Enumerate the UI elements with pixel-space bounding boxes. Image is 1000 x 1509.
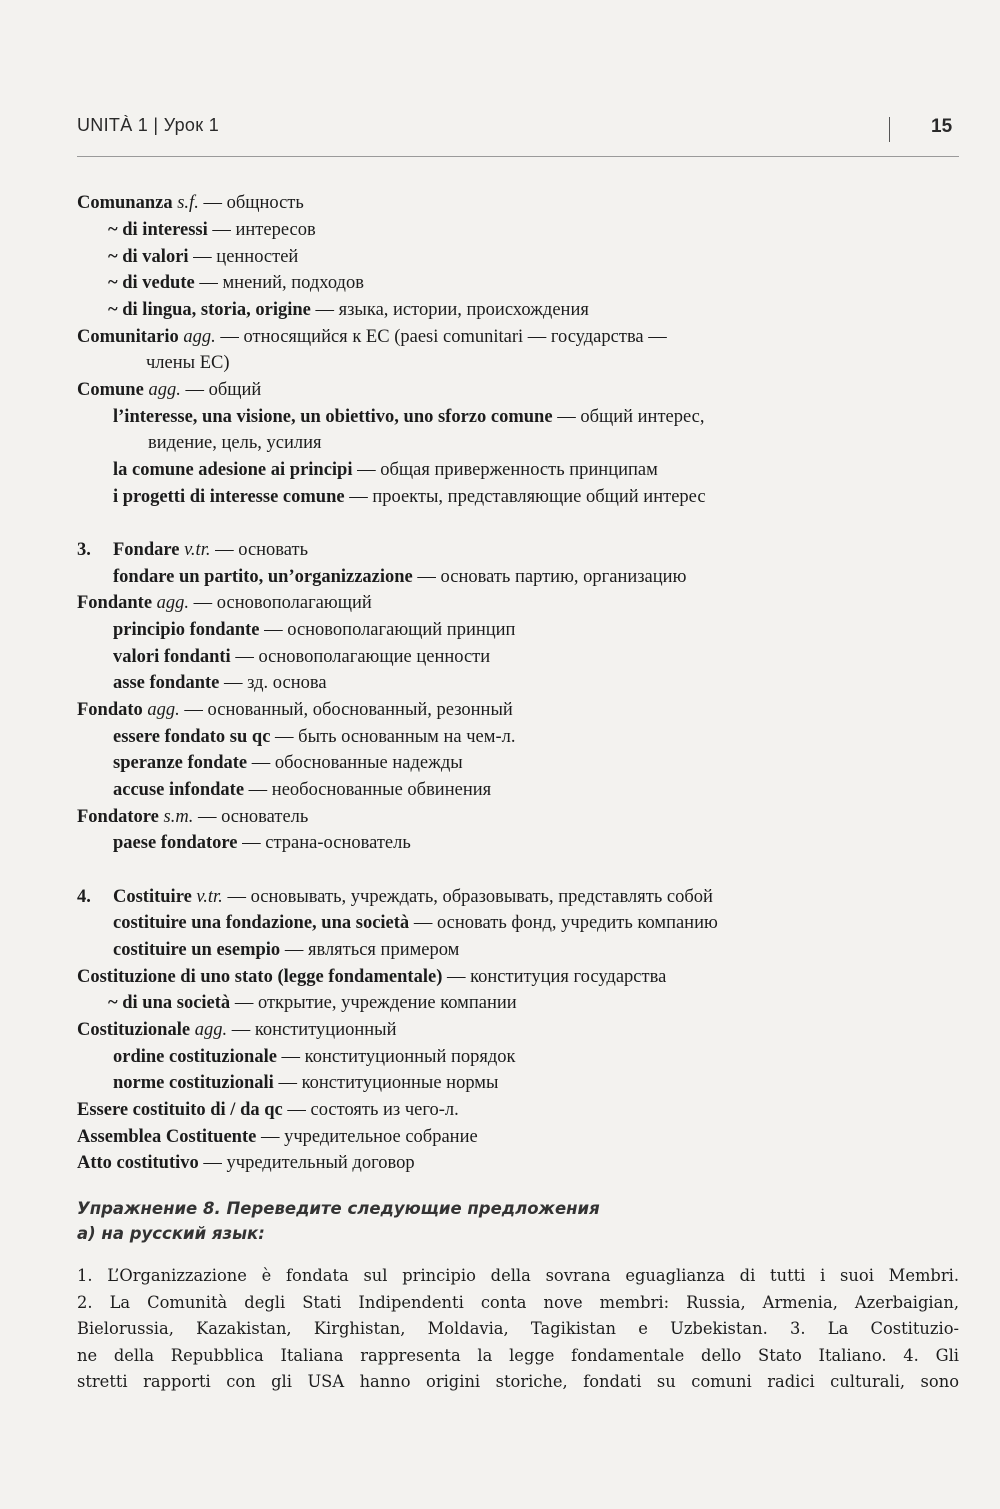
entry-headword <box>77 966 666 988</box>
entry-sub <box>113 646 490 668</box>
grammar: agg. <box>194 1020 228 1040</box>
term: Fondare <box>113 540 180 560</box>
term: principio fondante <box>113 620 260 640</box>
term: Costituzionale <box>77 1020 191 1040</box>
entry-sub <box>113 779 491 801</box>
entry-sub <box>113 486 706 508</box>
term: Fondante <box>77 593 153 613</box>
definition: — необоснованные обвинения <box>244 780 492 800</box>
term: ~ di interessi <box>108 220 208 240</box>
definition: — конституционные нормы <box>273 1073 499 1093</box>
grammar: s.f. <box>177 193 199 213</box>
grammar: agg. <box>148 380 181 400</box>
entry-headword <box>77 1152 415 1174</box>
exercise-line: 1. L’Organizzazione è fondata sul principio della sovrana eguaglianza di tutti i suoi Membri. <box>77 1266 959 1285</box>
entry-headword-numbered <box>77 886 713 908</box>
entry-headword <box>77 592 372 614</box>
entry-sub <box>113 619 515 641</box>
definition: — быть основанным на чем-л. <box>270 727 516 747</box>
exercise-line: ne della Repubblica Italiana rappresenta la legge fondamentale dello Stato Italiano. 4. Gli <box>77 1345 959 1365</box>
exercise-line: Bielorussia, Kazakistan, Kirghistan, Moldavia, Tagikistan e Uzbekistan. 3. La Costituzio- <box>77 1319 959 1338</box>
definition: — основополагающие ценности <box>230 647 491 667</box>
definition: — обоснованные надежды <box>247 753 463 773</box>
entry-headword <box>77 1019 396 1041</box>
entry-headword <box>77 326 667 348</box>
term: ~ di lingua, storia, origine <box>108 300 311 320</box>
entry-sub <box>113 752 463 774</box>
term: paese fondatore <box>113 833 238 853</box>
term: fondare un partito, un’organizzazione <box>113 567 413 587</box>
entry-continuation <box>146 352 230 374</box>
definition: — языка, истории, происхождения <box>310 300 589 320</box>
definition: — основатель <box>193 807 309 827</box>
definition: — конституция государства <box>442 967 667 987</box>
grammar: v.tr. <box>196 887 223 907</box>
entry-headword <box>77 379 261 401</box>
term: i progetti di interesse comune <box>113 487 345 507</box>
entry-sub <box>113 459 658 481</box>
entry-sub <box>108 992 517 1014</box>
entry-headword-numbered <box>77 539 308 561</box>
definition: — общий интерес, <box>552 407 705 427</box>
entry-sub <box>113 406 705 428</box>
header-rule <box>77 156 959 157</box>
term: Atto costitutivo <box>77 1153 199 1173</box>
definition: — мнений, подходов <box>194 273 364 293</box>
term: Comunanza <box>77 193 173 213</box>
term: la comune adesione ai principi <box>113 460 353 480</box>
entry-sub <box>113 566 686 588</box>
term: accuse infondate <box>113 780 245 800</box>
term: asse fondante <box>113 673 220 693</box>
exercise-text <box>77 1263 959 1396</box>
entry-sub <box>108 246 298 268</box>
term: costituire un esempio <box>113 940 281 960</box>
term: essere fondato su qc <box>113 727 271 747</box>
header-separator <box>889 117 890 142</box>
entry-sub <box>108 219 316 241</box>
definition: — интересов <box>207 220 316 240</box>
page-number: 15 <box>931 116 953 137</box>
entry-sub <box>113 1072 498 1094</box>
definition: — основополагающий <box>189 593 372 613</box>
definition: — учредительный договор <box>198 1153 415 1173</box>
entry-headword <box>77 192 304 214</box>
term: Fondato <box>77 700 143 720</box>
grammar: v.tr. <box>184 540 211 560</box>
entry-headword <box>77 1126 478 1148</box>
definition: — конституционный порядок <box>276 1047 516 1067</box>
section-number: 4. <box>77 887 91 907</box>
definition: — конституционный <box>227 1020 397 1040</box>
definition: — основывать, учреждать, образовывать, представлять собой <box>222 887 713 907</box>
term: ~ di una società <box>108 993 231 1013</box>
term: ~ di vedute <box>108 273 195 293</box>
grammar: s.m. <box>163 807 194 827</box>
definition: члены ЕС) <box>146 353 230 373</box>
entry-sub <box>108 299 589 321</box>
exercise-line: stretti rapporti con gli USA hanno origini storiche, fondati su comuni radici culturali, sono <box>77 1372 959 1391</box>
term: Comunitario <box>77 327 179 347</box>
entry-headword <box>77 699 513 721</box>
term: Assemblea Costituente <box>77 1127 257 1147</box>
definition: — состоять из чего-л. <box>282 1100 459 1120</box>
grammar: agg. <box>156 593 190 613</box>
entry-sub <box>113 672 327 694</box>
exercise-line: 2. La Comunità degli Stati Indipendenti conta nove membri: Russia, Armenia, Azerbaigian, <box>77 1292 959 1312</box>
definition: — страна-основатель <box>237 833 411 853</box>
entry-sub <box>113 832 411 854</box>
grammar: agg. <box>183 327 216 347</box>
term: Comune <box>77 380 144 400</box>
term: speranze fondate <box>113 753 248 773</box>
definition: — основать <box>210 540 309 560</box>
entry-sub <box>113 726 515 748</box>
entry-continuation <box>148 432 322 454</box>
entry-sub <box>108 272 364 294</box>
definition: — основать фонд, учредить компанию <box>409 913 718 933</box>
term: costituire una fondazione, una società <box>113 913 410 933</box>
definition: — основополагающий принцип <box>259 620 516 640</box>
term: Costituzione di uno stato (legge fondamentale) <box>77 967 443 987</box>
definition: — общая приверженность принципам <box>352 460 658 480</box>
definition: видение, цель, усилия <box>148 433 322 453</box>
section-number: 3. <box>77 540 91 560</box>
exercise-title: Упражнение 8. Переведите следующие предложения <box>77 1199 600 1218</box>
definition: — относящийся к ЕС (paesi comunitari — государства — <box>215 327 667 347</box>
term: Costituire <box>113 887 192 907</box>
definition: — являться примером <box>280 940 460 960</box>
definition: — учредительное собрание <box>256 1127 478 1147</box>
term: ~ di valori <box>108 247 189 267</box>
definition: — основанный, обоснованный, резонный <box>179 700 513 720</box>
term: Fondatore <box>77 807 159 827</box>
definition: — основать партию, организацию <box>412 567 687 587</box>
entry-headword <box>77 1099 459 1121</box>
definition: — зд. основа <box>219 673 327 693</box>
definition: — проекты, представляющие общий интерес <box>344 487 706 507</box>
exercise-subtitle: а) на русский язык: <box>77 1224 265 1243</box>
term: ordine costituzionale <box>113 1047 277 1067</box>
entry-sub <box>113 1046 516 1068</box>
entry-headword <box>77 806 308 828</box>
term: valori fondanti <box>113 647 231 667</box>
entry-sub <box>113 939 459 961</box>
grammar: agg. <box>147 700 180 720</box>
definition: — ценностей <box>188 247 299 267</box>
term: l’interesse, una visione, un obiettivo, uno sforzo comune <box>113 407 553 427</box>
definition: — общий <box>180 380 262 400</box>
definition: — открытие, учреждение компании <box>230 993 517 1013</box>
term: norme costituzionali <box>113 1073 274 1093</box>
entry-sub <box>113 912 718 934</box>
definition: — общность <box>198 193 304 213</box>
term: Essere costituito di / da qc <box>77 1100 283 1120</box>
running-header: UNITÀ 1 | Урок 1 <box>77 115 220 135</box>
